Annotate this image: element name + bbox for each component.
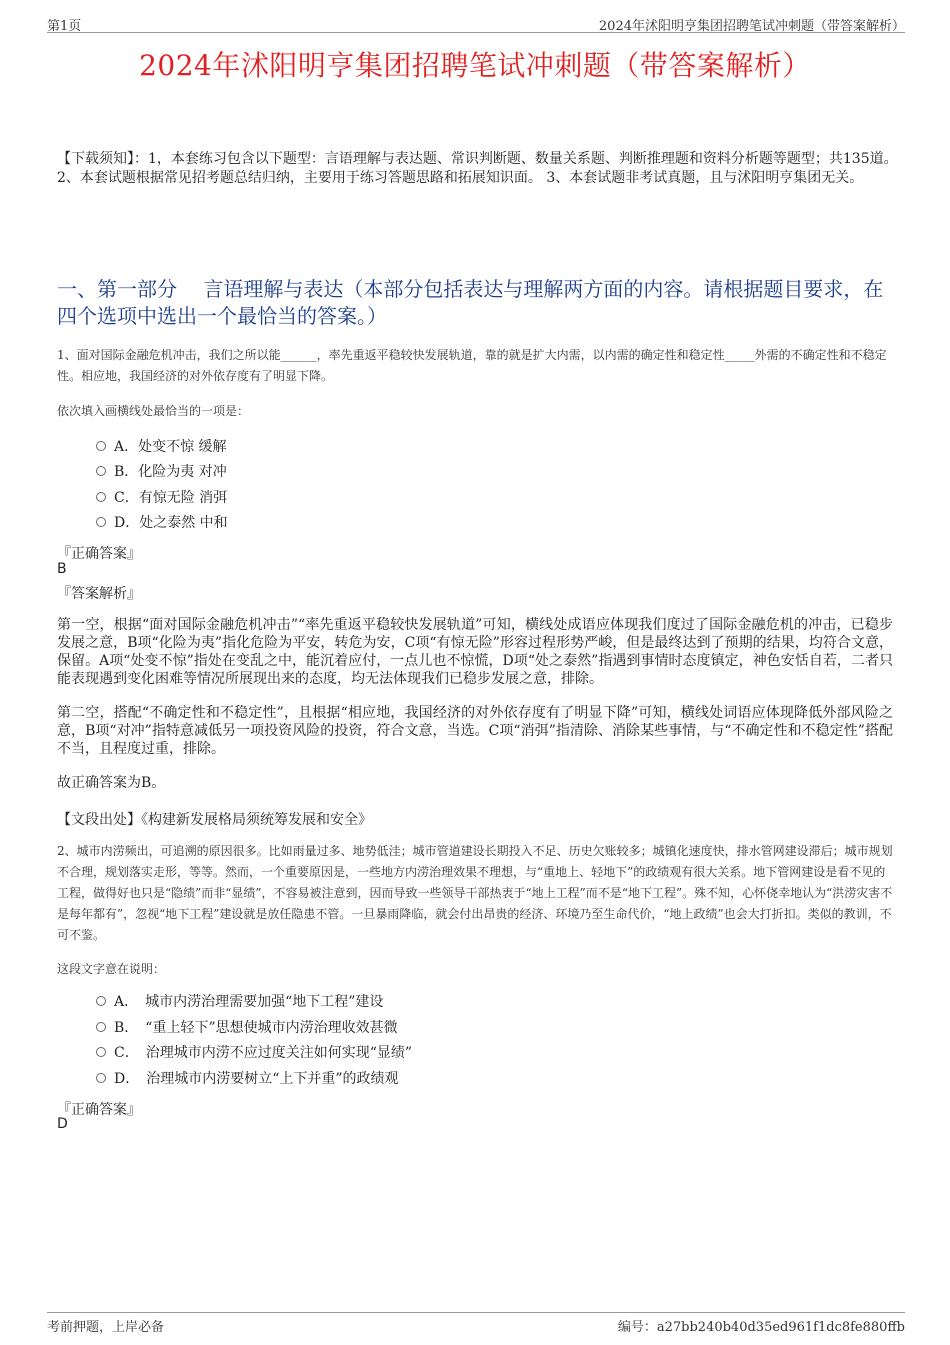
q1-option-b[interactable]: B．化险为夷 对冲 xyxy=(96,462,227,482)
question-2-prompt: 这段文字意在说明： xyxy=(57,962,166,976)
q1-analysis-paragraph: 第一空，根据“面对国际金融危机冲击”“率先重返平稳较快发展轨道”可知，横线处成语应体现我们度过了国际金融危机的冲击，已稳步发展之意，B项“化险为夷”指化危险为平安，转危为安，C项“有惊无险”形容过程形势严峻，但是最终达到了预期的结果，均符合文意，保留。A项“处变不惊”指处在变乱之中，能沉着应付，一点儿也不惊慌，D项“处之泰然”指遇到事情时态度镇定，神色安恬自若，二者只能表现遇到变化困难等情况所展现出来的态度，均无法体现我们已稳步发展之意，排除。 xyxy=(57,617,893,687)
radio-icon[interactable] xyxy=(96,492,106,502)
section-heading: 一、第一部分 言语理解与表达（本部分包括表达与理解两方面的内容。请根据题目要求，在四个选项中选出一个最恰当的答案。） xyxy=(57,277,884,328)
q1-option-c[interactable]: C．有惊无险 消弭 xyxy=(96,488,227,508)
q1-option-d[interactable]: D．处之泰然 中和 xyxy=(96,513,228,533)
header-doc-title: 2024年沭阳明亨集团招聘笔试冲刺题（带答案解析） xyxy=(598,19,905,34)
question-1-stem: 1、面对国际金融危机冲击，我们之所以能______，率先重返平稳较快发展轨道，靠的就是扩大内需，以内需的确定性和稳定性_____外需的不确定性和不稳定性。相应地，我国经济的对外依存度有了明显下降。 xyxy=(57,348,887,383)
q1-answer: B xyxy=(57,561,67,577)
download-notice: 【下载须知】：1，本套练习包含以下题型：言语理解与表达题、常识判断题、数量关系题、判断推理题和资料分析题等题型；共135道。 2、本套试题根据常见招考题总结归纳，主要用于练习答题思路和拓展知识面。 3、本套试题非考试真题，且与沭阳明亨集团无关。 xyxy=(57,151,898,186)
page-header xyxy=(47,14,905,33)
q1-option-a[interactable]: A．处变不惊 缓解 xyxy=(96,437,227,457)
radio-icon[interactable] xyxy=(96,1047,106,1057)
q1-analysis-label: 『答案解析』 xyxy=(57,586,141,602)
q1-analysis-conclusion: 故正确答案为B。 xyxy=(57,775,166,791)
question-1-prompt: 依次填入画横线处最恰当的一项是： xyxy=(57,404,250,418)
radio-icon[interactable] xyxy=(96,441,106,451)
page-number: 第1页 xyxy=(47,19,82,34)
q2-option-a[interactable]: A． 城市内涝治理需要加强“地下工程”建设 xyxy=(96,992,383,1012)
radio-icon[interactable] xyxy=(96,1022,106,1032)
q2-answer: D xyxy=(57,1116,68,1132)
radio-icon[interactable] xyxy=(96,517,106,527)
radio-icon[interactable] xyxy=(96,996,106,1006)
q1-answer-label: 『正确答案』 xyxy=(57,546,141,562)
radio-icon[interactable] xyxy=(96,1073,106,1083)
q2-option-d[interactable]: D． 治理城市内涝要树立“上下并重”的政绩观 xyxy=(96,1069,399,1089)
question-2-stem: 2、城市内涝频出，可追溯的原因很多。比如雨量过多、地势低洼；城市管道建设长期投入不足、历史欠账较多；城镇化速度快，排水管网建设滞后；城市规划不合理，规划落实走形，等等。然而，一个重要原因是，一些地方内涝治理效果不理想，与“重地上、轻地下”的政绩观有很大关系。地下管网建设是看不见的工程，做得好也只是“隐绩”而非“显绩”，不容易被注意到，因而导致一些领导干部热衷于“地上工程”而不是“地下工程”。殊不知，心怀侥幸地认为“洪涝灾害不是每年都有”，忽视“地下工程”建设就是放任隐患不管。一旦暴雨降临，就会付出昂贵的经济、环境乃至生命代价，“地上政绩”也会大打折扣。类似的教训，不可不鉴。 xyxy=(57,844,893,942)
radio-icon[interactable] xyxy=(96,466,106,476)
q1-analysis-paragraph: 第二空，搭配“不确定性和不稳定性”，且根据“相应地，我国经济的对外依存度有了明显下降”可知，横线处词语应体现降低外部风险之意，B项“对冲”指特意减低另一项投资风险的投资，符合文意，当选。C项“消弭”指清除、消除某些事情，与“不确定性和不稳定性”搭配不当，且程度过重，排除。 xyxy=(57,705,893,757)
page-footer xyxy=(47,1312,905,1333)
q1-source: 【文段出处】《构建新发展格局须统筹发展和安全》 xyxy=(57,812,372,828)
q2-option-c[interactable]: C． 治理城市内涝不应过度关注如何实现“显绩” xyxy=(96,1043,412,1063)
q2-option-b[interactable]: B． “重上轻下”思想使城市内涝治理收效甚微 xyxy=(96,1018,398,1038)
footer-code: 编号：a27bb240b40d35ed961f1dc8fe880ffb xyxy=(617,1320,905,1335)
footer-slogan: 考前押题，上岸必备 xyxy=(47,1320,165,1335)
q2-answer-label: 『正确答案』 xyxy=(57,1102,141,1118)
page-title: 2024年沭阳明亨集团招聘笔试冲刺题（带答案解析） xyxy=(139,49,811,82)
